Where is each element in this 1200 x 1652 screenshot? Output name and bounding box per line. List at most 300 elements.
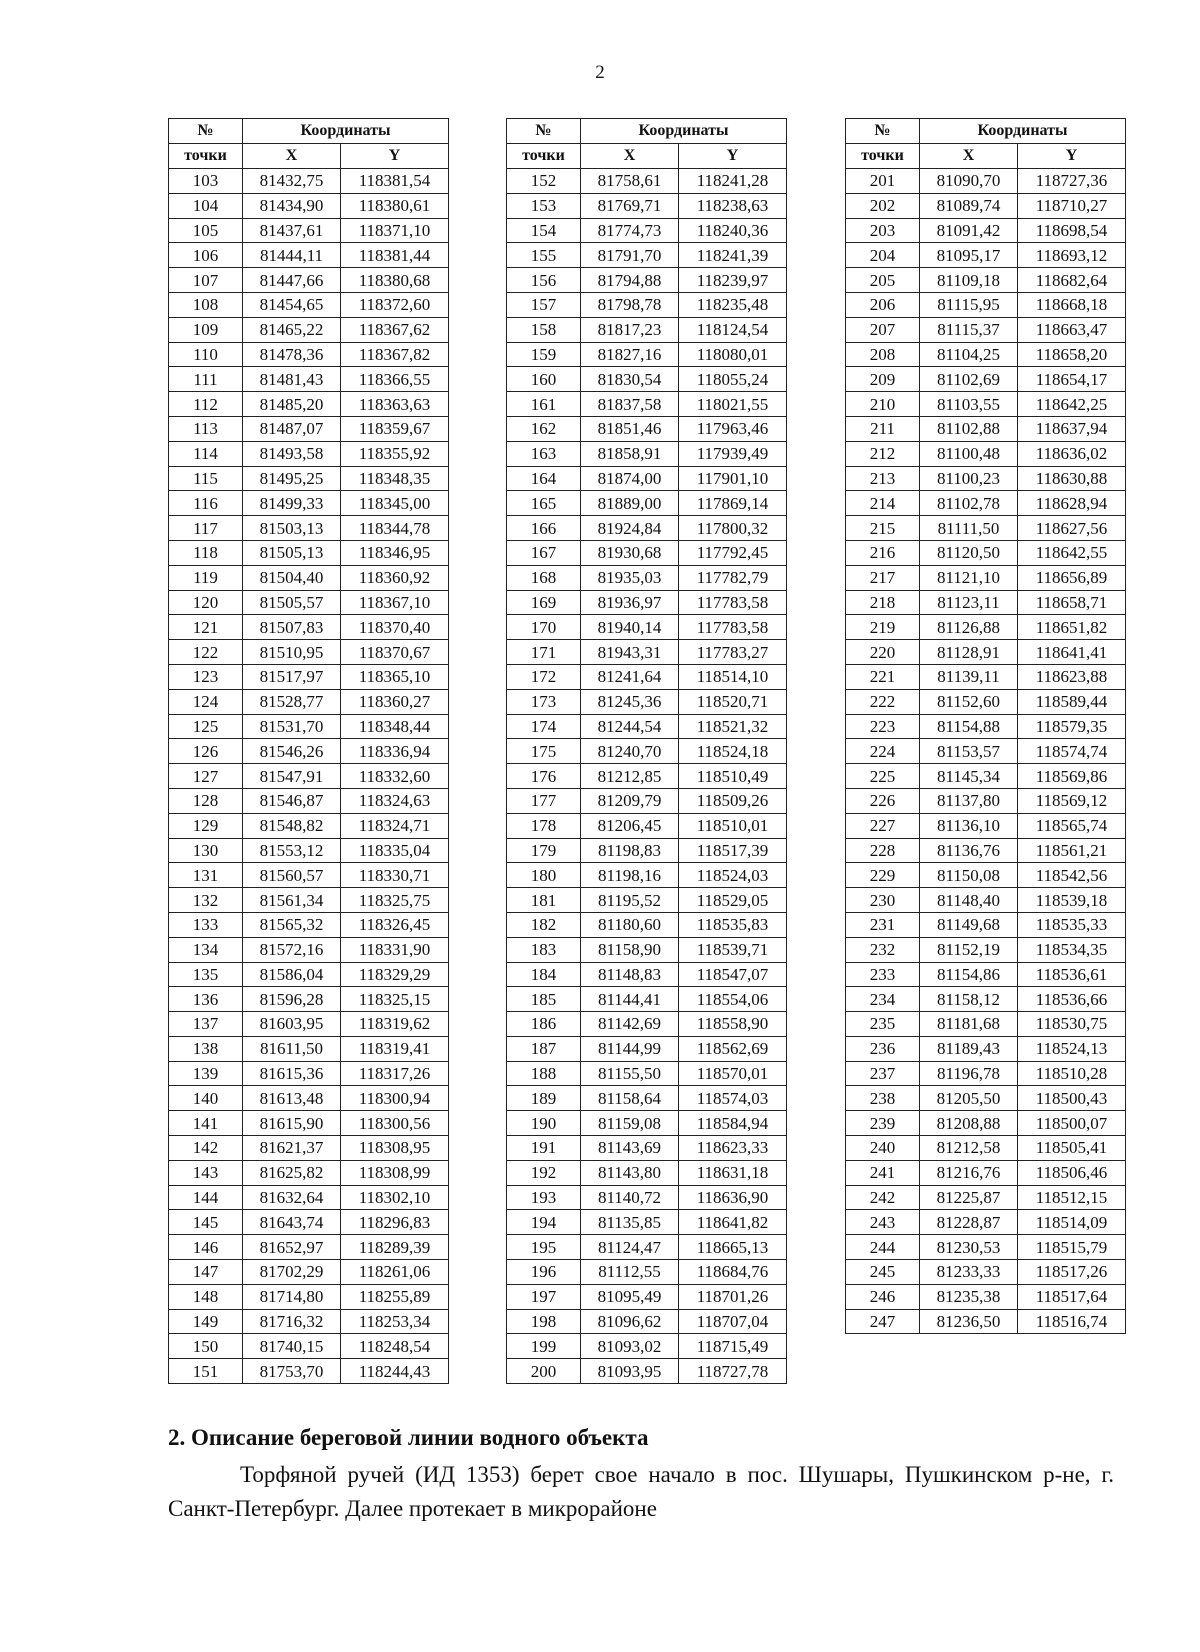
point-number: 109 — [169, 317, 243, 342]
coord-x: 81091,42 — [920, 218, 1018, 243]
coord-x: 81702,29 — [243, 1260, 341, 1285]
table-row — [846, 1160, 1126, 1185]
coord-x: 81095,17 — [920, 243, 1018, 268]
coord-x: 81148,83 — [581, 962, 679, 987]
coord-y: 118319,41 — [341, 1036, 449, 1061]
table-row — [507, 664, 787, 689]
coord-x: 81837,58 — [581, 392, 679, 417]
point-number: 166 — [507, 516, 581, 541]
coord-x: 81794,88 — [581, 268, 679, 293]
coord-y: 118239,97 — [679, 268, 787, 293]
coord-x: 81152,19 — [920, 937, 1018, 962]
coord-y: 118665,13 — [679, 1235, 787, 1260]
table-row — [507, 863, 787, 888]
point-number: 120 — [169, 590, 243, 615]
coord-y: 118512,15 — [1018, 1185, 1126, 1210]
coord-x: 81510,95 — [243, 640, 341, 665]
table-row — [846, 838, 1126, 863]
point-number: 187 — [507, 1036, 581, 1061]
coord-y: 118261,06 — [341, 1260, 449, 1285]
point-number: 222 — [846, 689, 920, 714]
table-row — [507, 1086, 787, 1111]
point-number: 169 — [507, 590, 581, 615]
coord-x: 81454,65 — [243, 292, 341, 317]
table-row — [846, 615, 1126, 640]
coord-x: 81652,97 — [243, 1235, 341, 1260]
coord-x: 81100,23 — [920, 466, 1018, 491]
point-number: 217 — [846, 565, 920, 590]
coord-y: 118539,71 — [679, 937, 787, 962]
coord-x: 81774,73 — [581, 218, 679, 243]
coord-y: 118324,71 — [341, 813, 449, 838]
table-row — [169, 912, 449, 937]
point-number: 162 — [507, 416, 581, 441]
point-number: 137 — [169, 1012, 243, 1037]
header-number: № — [169, 119, 243, 144]
point-number: 200 — [507, 1359, 581, 1384]
coord-x: 81943,31 — [581, 640, 679, 665]
table-row — [846, 317, 1126, 342]
table-row — [169, 441, 449, 466]
table-row — [169, 937, 449, 962]
table-row — [169, 1309, 449, 1334]
point-number: 212 — [846, 441, 920, 466]
table-row — [846, 937, 1126, 962]
table-row — [169, 491, 449, 516]
coord-y: 118536,66 — [1018, 987, 1126, 1012]
coord-y: 118300,94 — [341, 1086, 449, 1111]
table-row — [507, 1334, 787, 1359]
coord-x: 81120,50 — [920, 540, 1018, 565]
coord-x: 81236,50 — [920, 1309, 1018, 1334]
coord-y: 118241,28 — [679, 169, 787, 194]
coord-y: 117783,58 — [679, 615, 787, 640]
table-row — [169, 268, 449, 293]
coord-y: 118715,49 — [679, 1334, 787, 1359]
point-number: 126 — [169, 739, 243, 764]
table-row — [507, 1160, 787, 1185]
point-number: 165 — [507, 491, 581, 516]
coord-y: 118574,03 — [679, 1086, 787, 1111]
table-row — [507, 392, 787, 417]
table-row — [846, 1260, 1126, 1285]
point-number: 181 — [507, 888, 581, 913]
header-point: точки — [846, 144, 920, 169]
point-number: 233 — [846, 962, 920, 987]
coord-x: 81225,87 — [920, 1185, 1018, 1210]
coord-y: 118517,26 — [1018, 1260, 1126, 1285]
coord-y: 118682,64 — [1018, 268, 1126, 293]
coord-x: 81089,74 — [920, 193, 1018, 218]
coord-x: 81124,47 — [581, 1235, 679, 1260]
point-number: 235 — [846, 1012, 920, 1037]
table-row — [846, 590, 1126, 615]
table-body — [169, 169, 449, 1384]
coord-x: 81149,68 — [920, 912, 1018, 937]
coord-x: 81874,00 — [581, 466, 679, 491]
coord-y: 118302,10 — [341, 1185, 449, 1210]
table-row — [846, 739, 1126, 764]
point-number: 150 — [169, 1334, 243, 1359]
table-row — [169, 218, 449, 243]
coord-y: 118520,71 — [679, 689, 787, 714]
coord-y: 118500,43 — [1018, 1086, 1126, 1111]
page-number: 2 — [595, 62, 605, 83]
coord-y: 118330,71 — [341, 863, 449, 888]
table-row — [169, 169, 449, 194]
coord-y: 118554,06 — [679, 987, 787, 1012]
coord-y: 118707,04 — [679, 1309, 787, 1334]
point-number: 246 — [846, 1284, 920, 1309]
point-number: 140 — [169, 1086, 243, 1111]
table-row — [507, 218, 787, 243]
point-number: 142 — [169, 1136, 243, 1161]
point-number: 234 — [846, 987, 920, 1012]
point-number: 111 — [169, 367, 243, 392]
coord-y: 118324,63 — [341, 788, 449, 813]
coord-x: 81714,80 — [243, 1284, 341, 1309]
table-row — [846, 888, 1126, 913]
coord-y: 118325,75 — [341, 888, 449, 913]
point-number: 145 — [169, 1210, 243, 1235]
coord-y: 117792,45 — [679, 540, 787, 565]
coord-x: 81572,16 — [243, 937, 341, 962]
coord-x: 81487,07 — [243, 416, 341, 441]
table-row — [846, 416, 1126, 441]
point-number: 186 — [507, 1012, 581, 1037]
table-row — [846, 987, 1126, 1012]
point-number: 148 — [169, 1284, 243, 1309]
point-number: 164 — [507, 466, 581, 491]
coord-x: 81104,25 — [920, 342, 1018, 367]
coord-y: 118642,25 — [1018, 392, 1126, 417]
point-number: 195 — [507, 1235, 581, 1260]
table-row — [507, 367, 787, 392]
coord-y: 118642,55 — [1018, 540, 1126, 565]
coord-x: 81209,79 — [581, 788, 679, 813]
header-y: Y — [1018, 144, 1126, 169]
table-row — [507, 1260, 787, 1285]
table-row — [169, 565, 449, 590]
coord-x: 81102,69 — [920, 367, 1018, 392]
coord-y: 118663,47 — [1018, 317, 1126, 342]
point-number: 214 — [846, 491, 920, 516]
coord-x: 81586,04 — [243, 962, 341, 987]
point-number: 236 — [846, 1036, 920, 1061]
table-row — [507, 888, 787, 913]
table-row — [507, 1359, 787, 1384]
coord-x: 81565,32 — [243, 912, 341, 937]
coord-x: 81128,91 — [920, 640, 1018, 665]
point-number: 232 — [846, 937, 920, 962]
coord-x: 81547,91 — [243, 764, 341, 789]
table-row — [846, 243, 1126, 268]
coord-x: 81121,10 — [920, 565, 1018, 590]
table-row — [507, 342, 787, 367]
table-row — [507, 615, 787, 640]
coord-x: 81621,37 — [243, 1136, 341, 1161]
coord-y: 118326,45 — [341, 912, 449, 937]
header-x: X — [920, 144, 1018, 169]
table-row — [507, 714, 787, 739]
header-number: № — [846, 119, 920, 144]
coord-x: 81189,43 — [920, 1036, 1018, 1061]
table-row — [507, 590, 787, 615]
point-number: 183 — [507, 937, 581, 962]
coord-x: 81235,38 — [920, 1284, 1018, 1309]
coord-y: 118579,35 — [1018, 714, 1126, 739]
point-number: 231 — [846, 912, 920, 937]
point-number: 176 — [507, 764, 581, 789]
coord-x: 81144,99 — [581, 1036, 679, 1061]
point-number: 177 — [507, 788, 581, 813]
point-number: 151 — [169, 1359, 243, 1384]
coord-x: 81111,50 — [920, 516, 1018, 541]
point-number: 245 — [846, 1260, 920, 1285]
table-row — [507, 1111, 787, 1136]
point-number: 168 — [507, 565, 581, 590]
table-row — [846, 863, 1126, 888]
point-number: 173 — [507, 689, 581, 714]
point-number: 117 — [169, 516, 243, 541]
coord-y: 118524,13 — [1018, 1036, 1126, 1061]
coord-x: 81625,82 — [243, 1160, 341, 1185]
table-row — [169, 788, 449, 813]
coord-y: 118658,20 — [1018, 342, 1126, 367]
point-number: 113 — [169, 416, 243, 441]
point-number: 133 — [169, 912, 243, 937]
table-row — [169, 640, 449, 665]
table-row — [507, 1185, 787, 1210]
table-row — [507, 1036, 787, 1061]
coord-x: 81548,82 — [243, 813, 341, 838]
table-row — [846, 1210, 1126, 1235]
coord-x: 81596,28 — [243, 987, 341, 1012]
table-row — [169, 1036, 449, 1061]
table-row — [507, 169, 787, 194]
coord-x: 81935,03 — [581, 565, 679, 590]
table-row — [169, 863, 449, 888]
table-row — [169, 243, 449, 268]
coord-x: 81198,83 — [581, 838, 679, 863]
table-row — [507, 640, 787, 665]
coord-y: 118530,75 — [1018, 1012, 1126, 1037]
coord-y: 118623,33 — [679, 1136, 787, 1161]
coordinates-table-1 — [168, 118, 449, 1384]
coord-x: 81205,50 — [920, 1086, 1018, 1111]
coord-x: 81858,91 — [581, 441, 679, 466]
coord-x: 81495,25 — [243, 466, 341, 491]
coord-y: 118698,54 — [1018, 218, 1126, 243]
coord-x: 81180,60 — [581, 912, 679, 937]
coord-y: 118668,18 — [1018, 292, 1126, 317]
point-number: 103 — [169, 169, 243, 194]
coord-x: 81159,08 — [581, 1111, 679, 1136]
table-body — [507, 169, 787, 1384]
coord-y: 118021,55 — [679, 392, 787, 417]
coord-y: 118628,94 — [1018, 491, 1126, 516]
coord-x: 81158,90 — [581, 937, 679, 962]
coord-x: 81798,78 — [581, 292, 679, 317]
table-row — [169, 1086, 449, 1111]
coord-y: 118367,62 — [341, 317, 449, 342]
coord-y: 118509,26 — [679, 788, 787, 813]
coord-y: 118381,54 — [341, 169, 449, 194]
coord-y: 118535,83 — [679, 912, 787, 937]
table-row — [846, 292, 1126, 317]
coord-y: 118363,63 — [341, 392, 449, 417]
point-number: 155 — [507, 243, 581, 268]
coord-y: 118641,41 — [1018, 640, 1126, 665]
coord-y: 118654,17 — [1018, 367, 1126, 392]
coord-x: 81613,48 — [243, 1086, 341, 1111]
coord-x: 81216,76 — [920, 1160, 1018, 1185]
point-number: 204 — [846, 243, 920, 268]
coord-y: 118308,99 — [341, 1160, 449, 1185]
point-number: 190 — [507, 1111, 581, 1136]
table-row — [507, 268, 787, 293]
header-coordinates: Координаты — [243, 119, 449, 144]
coord-x: 81095,49 — [581, 1284, 679, 1309]
table-row — [846, 466, 1126, 491]
table-row — [846, 689, 1126, 714]
coord-x: 81145,34 — [920, 764, 1018, 789]
coord-x: 81434,90 — [243, 193, 341, 218]
table-row — [846, 714, 1126, 739]
point-number: 197 — [507, 1284, 581, 1309]
table-row — [507, 689, 787, 714]
point-number: 188 — [507, 1061, 581, 1086]
coord-y: 118244,43 — [341, 1359, 449, 1384]
coord-y: 117869,14 — [679, 491, 787, 516]
point-number: 110 — [169, 342, 243, 367]
coord-y: 118535,33 — [1018, 912, 1126, 937]
coord-y: 118517,64 — [1018, 1284, 1126, 1309]
coord-y: 118636,02 — [1018, 441, 1126, 466]
coord-y: 118255,89 — [341, 1284, 449, 1309]
coord-x: 81244,54 — [581, 714, 679, 739]
table-row — [846, 1284, 1126, 1309]
table-row — [507, 987, 787, 1012]
coord-y: 118359,67 — [341, 416, 449, 441]
coord-x: 81096,62 — [581, 1309, 679, 1334]
coord-x: 81103,55 — [920, 392, 1018, 417]
coord-x: 81716,32 — [243, 1309, 341, 1334]
coord-y: 118589,44 — [1018, 689, 1126, 714]
header-coordinates: Координаты — [581, 119, 787, 144]
point-number: 144 — [169, 1185, 243, 1210]
coord-x: 81196,78 — [920, 1061, 1018, 1086]
coord-x: 81136,76 — [920, 838, 1018, 863]
point-number: 134 — [169, 937, 243, 962]
table-row — [846, 962, 1126, 987]
coord-x: 81143,69 — [581, 1136, 679, 1161]
coord-y: 118656,89 — [1018, 565, 1126, 590]
coord-x: 81198,16 — [581, 863, 679, 888]
coord-x: 81493,58 — [243, 441, 341, 466]
point-number: 104 — [169, 193, 243, 218]
coord-x: 81158,12 — [920, 987, 1018, 1012]
coord-y: 118710,27 — [1018, 193, 1126, 218]
point-number: 240 — [846, 1136, 920, 1161]
coord-y: 118355,92 — [341, 441, 449, 466]
point-number: 121 — [169, 615, 243, 640]
table-row — [846, 764, 1126, 789]
coord-y: 118506,46 — [1018, 1160, 1126, 1185]
point-number: 125 — [169, 714, 243, 739]
table-row — [507, 491, 787, 516]
coord-y: 118366,55 — [341, 367, 449, 392]
coord-y: 118569,86 — [1018, 764, 1126, 789]
table-row — [169, 987, 449, 1012]
table-row — [507, 788, 787, 813]
coord-y: 118241,39 — [679, 243, 787, 268]
coord-y: 118565,74 — [1018, 813, 1126, 838]
coord-y: 118500,07 — [1018, 1111, 1126, 1136]
point-number: 207 — [846, 317, 920, 342]
coord-x: 81158,64 — [581, 1086, 679, 1111]
coordinates-table-3 — [845, 118, 1126, 1334]
point-number: 136 — [169, 987, 243, 1012]
coord-y: 118574,74 — [1018, 739, 1126, 764]
coord-x: 81135,85 — [581, 1210, 679, 1235]
point-number: 149 — [169, 1309, 243, 1334]
coord-x: 81546,87 — [243, 788, 341, 813]
table-body — [846, 169, 1126, 1334]
coord-x: 81090,70 — [920, 169, 1018, 194]
coord-x: 81481,43 — [243, 367, 341, 392]
point-number: 122 — [169, 640, 243, 665]
coord-y: 118344,78 — [341, 516, 449, 541]
coord-y: 118510,28 — [1018, 1061, 1126, 1086]
coord-y: 118627,56 — [1018, 516, 1126, 541]
coord-x: 81791,70 — [581, 243, 679, 268]
coord-y: 118514,09 — [1018, 1210, 1126, 1235]
table-row — [507, 565, 787, 590]
table-row — [846, 640, 1126, 665]
coord-y: 118345,00 — [341, 491, 449, 516]
coord-y: 118701,26 — [679, 1284, 787, 1309]
point-number: 116 — [169, 491, 243, 516]
coord-x: 81155,50 — [581, 1061, 679, 1086]
table-row — [507, 937, 787, 962]
coord-x: 81437,61 — [243, 218, 341, 243]
table-row — [507, 243, 787, 268]
coord-y: 118370,67 — [341, 640, 449, 665]
table-row — [507, 193, 787, 218]
table-row — [169, 367, 449, 392]
point-number: 163 — [507, 441, 581, 466]
table-row — [169, 540, 449, 565]
coord-y: 118365,10 — [341, 664, 449, 689]
coord-x: 81093,95 — [581, 1359, 679, 1384]
coord-y: 118515,79 — [1018, 1235, 1126, 1260]
point-number: 227 — [846, 813, 920, 838]
table-row — [507, 838, 787, 863]
point-number: 230 — [846, 888, 920, 913]
point-number: 239 — [846, 1111, 920, 1136]
point-number: 202 — [846, 193, 920, 218]
coord-y: 118529,05 — [679, 888, 787, 913]
coord-x: 81505,13 — [243, 540, 341, 565]
coord-y: 118055,24 — [679, 367, 787, 392]
point-number: 106 — [169, 243, 243, 268]
point-number: 241 — [846, 1160, 920, 1185]
coord-y: 118584,94 — [679, 1111, 787, 1136]
coord-x: 81517,97 — [243, 664, 341, 689]
section-heading: 2. Описание береговой линии водного объекта — [168, 1425, 649, 1450]
coord-y: 118570,01 — [679, 1061, 787, 1086]
